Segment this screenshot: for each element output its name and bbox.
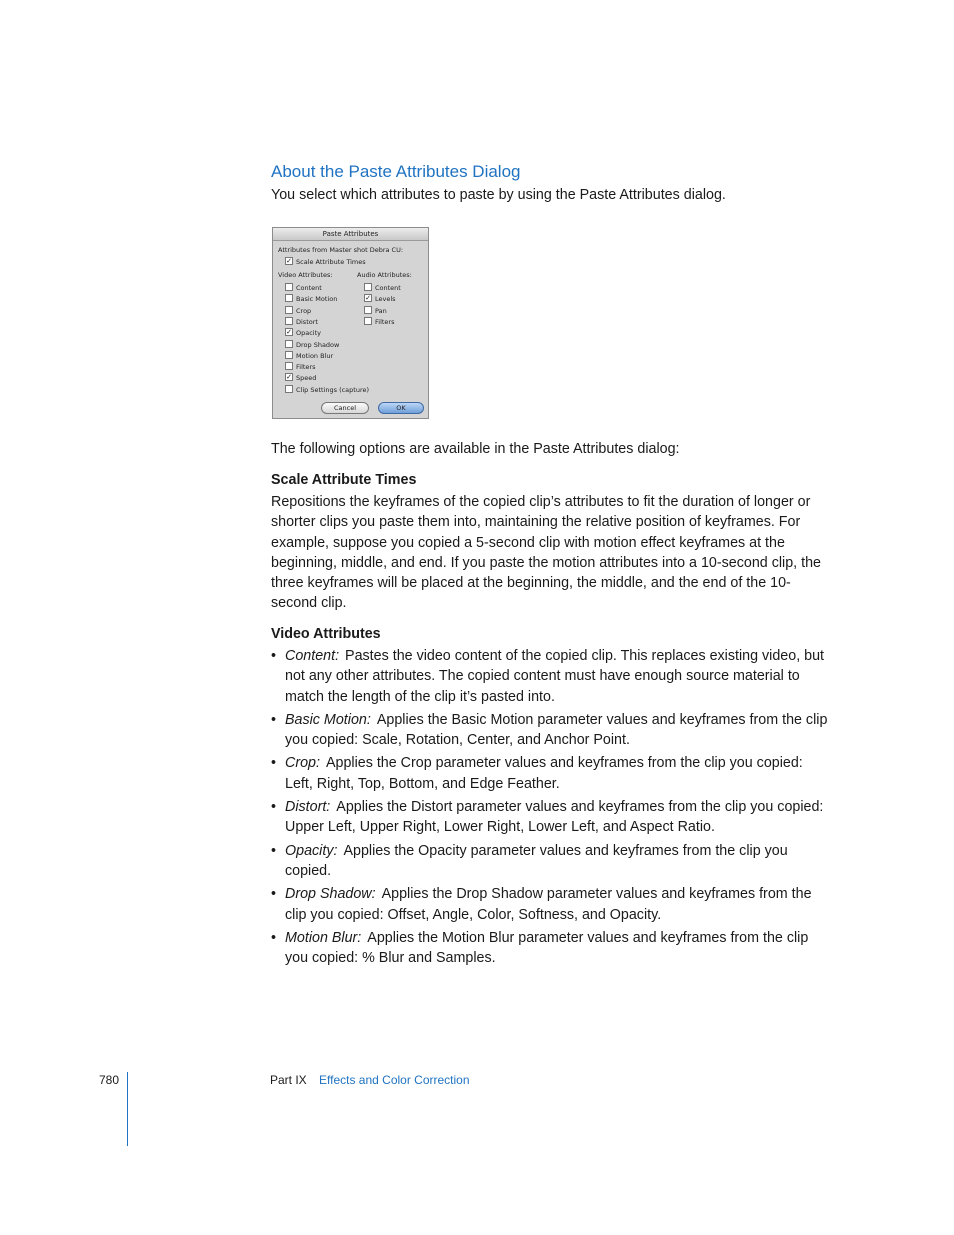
dialog-title: Paste Attributes — [273, 228, 428, 241]
bullet-term: Crop: — [285, 755, 320, 772]
bullet-mark: • — [271, 648, 277, 664]
bullet-text: Applies the Distort parameter values and keyframes from the clip you copied: Upper Left, Upper Right, Lower Right, Lower Left, and Aspect Ratio. — [285, 799, 824, 836]
bullet-mark: • — [271, 842, 277, 859]
list-item — [271, 753, 831, 794]
attribute-checkbox[interactable] — [364, 295, 396, 303]
bullet-text: Applies the Basic Motion parameter values and keyframes from the clip you copied: Scale, Rotation, Center, and Anchor Point. — [285, 711, 828, 749]
list-item — [271, 646, 831, 707]
checkbox-box — [285, 283, 293, 291]
paste-attributes-dialog — [272, 227, 429, 419]
checkbox-box — [285, 306, 293, 314]
attribute-checkbox[interactable] — [364, 318, 394, 326]
checkbox-label: Filters — [375, 317, 395, 326]
footer-part-name: Effects and Color Correction — [319, 1073, 470, 1087]
list-item — [271, 841, 831, 882]
footer-rule — [127, 1072, 128, 1146]
checkbox-label: Pan — [375, 306, 387, 315]
checkbox-box — [285, 362, 293, 370]
attribute-checkbox[interactable] — [285, 284, 322, 292]
checkbox-label: Levels — [375, 295, 396, 304]
attribute-checkbox[interactable] — [285, 363, 315, 371]
checkbox-box — [285, 351, 293, 359]
cancel-button[interactable]: Cancel — [321, 402, 369, 414]
bullet-term: Distort: — [285, 799, 331, 816]
list-item — [271, 884, 831, 925]
audio-attributes-header: Audio Attributes: — [357, 271, 412, 279]
bullet-term: Basic Motion: — [285, 711, 371, 728]
checkbox-label: Filters — [296, 363, 316, 372]
attribute-checkbox[interactable] — [285, 307, 311, 315]
attribute-checkbox[interactable] — [285, 341, 339, 349]
checkbox-label: Opacity — [296, 329, 322, 338]
intro-paragraph: You select which attributes to paste by using the Paste Attributes dialog. — [271, 187, 726, 203]
section-heading: About the Paste Attributes Dialog — [271, 162, 521, 181]
bullet-mark: • — [271, 886, 277, 903]
checkbox-box — [364, 317, 372, 325]
checkbox-label: Content — [296, 284, 322, 292]
checkbox-label: Basic Motion — [296, 295, 338, 304]
list-item — [271, 797, 831, 838]
bullet-text: Applies the Crop parameter values and keyframes from the clip you copied: Left, Right, Top, Bottom, and Edge Feather. — [285, 755, 803, 792]
options-intro: The following options are available in the Paste Attributes dialog: — [271, 441, 680, 457]
checkbox-box — [285, 317, 293, 325]
checkbox-box: ✓ — [286, 328, 292, 337]
checkbox-label: Content — [375, 284, 401, 292]
video-attributes-heading: Video Attributes — [271, 626, 381, 642]
attribute-checkbox[interactable] — [285, 374, 316, 382]
checkbox-box — [285, 294, 293, 302]
attribute-checkbox[interactable] — [364, 307, 387, 315]
attribute-checkbox[interactable] — [364, 284, 401, 292]
checkbox-box — [285, 385, 293, 393]
checkbox-box — [364, 283, 372, 291]
checkbox-box: ✓ — [365, 294, 371, 303]
checkbox-label: Scale Attribute Times — [296, 258, 366, 266]
checkbox-box — [364, 306, 372, 314]
bullet-term: Content: — [285, 648, 340, 664]
checkbox-label: Speed — [296, 374, 317, 383]
checkbox-label: Clip Settings (capture) — [296, 385, 370, 394]
checkbox-box — [285, 340, 293, 348]
attribute-checkbox[interactable] — [285, 352, 333, 360]
ok-button[interactable]: OK — [378, 402, 424, 414]
checkbox-box: ✓ — [286, 257, 292, 265]
video-attributes-bullet-list — [271, 646, 831, 971]
bullet-term: Opacity: — [285, 842, 338, 859]
checkbox-label: Crop — [296, 306, 312, 315]
bullet-text: Applies the Opacity parameter values and keyframes from the clip you copied. — [285, 842, 788, 879]
attribute-checkbox[interactable] — [285, 329, 321, 337]
video-attributes-header: Video Attributes: — [278, 271, 333, 279]
bullet-text: Applies the Drop Shadow parameter values and keyframes from the clip you copied: Offset, Angle, Color, Softness, and Opacity. — [285, 886, 812, 923]
bullet-text: Applies the Motion Blur parameter values and keyframes from the clip you copied: % Blur and Samples. — [285, 929, 809, 967]
attribute-checkbox[interactable] — [285, 295, 337, 303]
scale-attribute-times-heading: Scale Attribute Times — [271, 472, 417, 488]
list-item — [271, 928, 831, 969]
attribute-checkbox[interactable] — [285, 386, 369, 394]
checkbox-box: ✓ — [286, 373, 292, 382]
attribute-checkbox[interactable] — [285, 318, 318, 326]
bullet-mark: • — [271, 711, 277, 728]
scale-attribute-times-description: Repositions the keyframes of the copied clip’s attributes to fit the duration of longer or shorter clips you paste them into, maintaining the relative position of keyframes. For example, suppose you copied a 5-second clip with motion effect keyframes at the beginning, middle, and end. If you paste the motion attributes into a 10-second clip, the three keyframes will be placed at the beginning, the middle, and the end of the 10-second clip. — [271, 494, 821, 612]
list-item — [271, 710, 831, 751]
footer-part: Part IX — [270, 1073, 307, 1087]
bullet-term: Motion Blur: — [285, 929, 362, 946]
checkbox-label: Drop Shadow — [296, 340, 340, 349]
scale-attribute-times-checkbox[interactable] — [285, 258, 366, 266]
bullet-term: Drop Shadow: — [285, 886, 376, 903]
attributes-from-label: Attributes from Master shot Debra CU: — [278, 246, 404, 254]
checkbox-label: Distort — [296, 317, 318, 326]
page-number: 780 — [99, 1073, 120, 1087]
bullet-text: Pastes the video content of the copied clip. This replaces existing video, but not any other attributes. The copied content must have enough source material to match the length of the clip it’s pasted into. — [285, 648, 825, 705]
checkbox-label: Motion Blur — [296, 351, 334, 360]
bullet-mark: • — [271, 929, 277, 946]
bullet-mark: • — [271, 755, 277, 772]
bullet-mark: • — [271, 799, 277, 816]
